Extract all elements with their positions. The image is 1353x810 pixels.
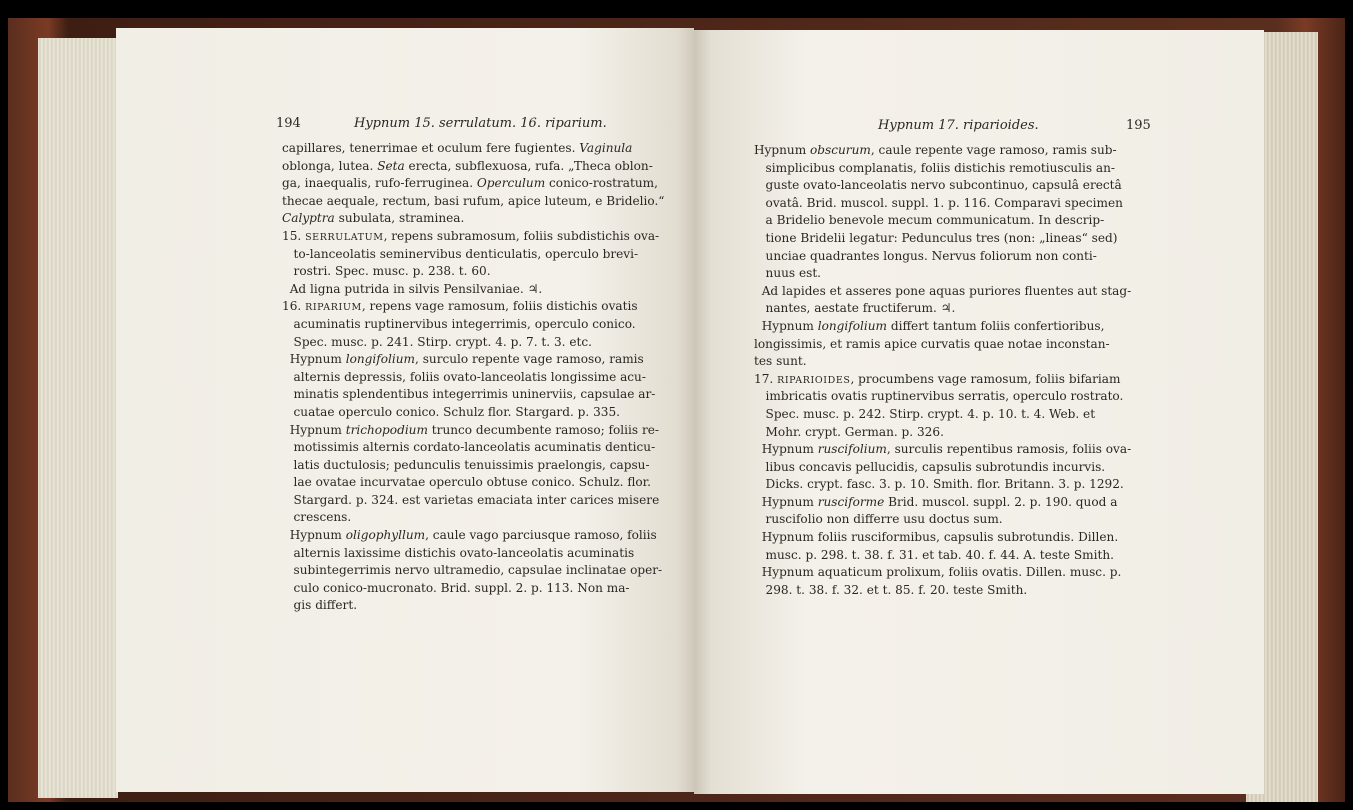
text-run: culo conico-mucronato. Brid. suppl. 2. p. 113. Non ma- <box>282 580 630 595</box>
italic-term: rusciforme <box>817 494 885 509</box>
text-run: tione Bridelii legatur: Pedunculus tres (non: „lineas“ sed) <box>754 230 1118 245</box>
italic-term: oligophyllum <box>345 528 426 543</box>
text-run: differt tantum foliis confertioribus, <box>887 318 1105 333</box>
text-line <box>754 564 1131 582</box>
text-run: 15. <box>282 228 306 243</box>
right-page <box>694 30 1264 794</box>
text-line <box>754 424 1131 442</box>
text-run: , caule vago parciusque ramoso, foliis <box>425 528 657 543</box>
text-run: simplicibus complanatis, foliis distichis remotiusculis an- <box>754 160 1116 175</box>
text-line <box>282 597 664 615</box>
species-name: RIPARIUM <box>305 302 362 314</box>
text-line <box>754 459 1131 477</box>
text-line <box>282 316 664 334</box>
italic-term: Calyptra <box>282 211 335 226</box>
text-run: musc. p. 298. t. 38. f. 31. et tab. 40. f. 44. A. teste Smith. <box>754 547 1114 562</box>
text-run: a Bridelio benevole mecum communicatum. In descrip- <box>754 213 1105 228</box>
text-line <box>754 476 1131 494</box>
text-line <box>282 281 664 299</box>
text-line <box>282 140 664 158</box>
text-run: motissimis alternis cordato-lanceolatis acuminatis denticu- <box>282 440 656 455</box>
left-page <box>116 28 694 792</box>
text-run: 16. <box>282 299 306 314</box>
text-run: Hypnum <box>754 143 811 157</box>
text-line <box>282 158 664 176</box>
text-run: alternis depressis, foliis ovato-lanceolatis longissime acu- <box>282 369 646 384</box>
text-line <box>282 439 664 457</box>
text-run: imbricatis ovatis ruptinervibus serratis, operculo rostrato. <box>754 389 1124 404</box>
text-run: , caule repente vage ramoso, ramis sub- <box>870 143 1117 157</box>
text-line <box>282 351 664 369</box>
text-line <box>754 283 1131 301</box>
text-line <box>754 582 1131 600</box>
text-line <box>282 457 664 475</box>
text-run: thecae aequale, rectum, basi rufum, apice luteum, e Bridelio.“ <box>282 193 665 208</box>
text-line <box>282 210 664 228</box>
text-run: Spec. musc. p. 241. Stirp. crypt. 4. p. 7. t. 3. etc. <box>282 334 592 349</box>
text-run: nuus est. <box>754 266 822 281</box>
text-line <box>754 511 1131 529</box>
text-run: lae ovatae incurvatae operculo obtuse conico. Schulz. flor. <box>282 475 651 490</box>
book-spread <box>8 18 1345 802</box>
text-line <box>282 193 664 211</box>
text-run: Hypnum <box>282 422 346 437</box>
text-line <box>754 441 1131 459</box>
italic-term: Seta <box>377 158 405 173</box>
text-run: Mohr. crypt. German. p. 326. <box>754 424 944 439</box>
text-run: rostri. Spec. musc. p. 238. t. 60. <box>282 264 491 279</box>
text-run: acuminatis ruptinervibus integerrimis, operculo conico. <box>282 316 636 331</box>
text-run: Hypnum <box>754 494 818 509</box>
text-line <box>754 388 1131 406</box>
text-run: ruscifolio non differre usu doctus sum. <box>754 512 1003 527</box>
text-run: , procumbens vage ramosum, foliis bifariam <box>850 371 1121 386</box>
text-line <box>754 177 1131 195</box>
text-run: nantes, aestate fructiferum. ♃. <box>754 301 956 316</box>
text-run: subintegerrimis nervo ultramedio, capsulae inclinatae oper- <box>282 563 663 578</box>
running-header: Hypnum 15. serrulatum. 16. riparium. <box>354 116 607 131</box>
text-run: trunco decumbente ramoso; foliis re- <box>427 422 659 437</box>
text-line <box>754 371 1131 389</box>
text-run: guste ovato-lanceolatis nervo subcontinuo, capsulâ erectâ <box>754 178 1122 193</box>
text-line <box>282 580 664 598</box>
text-run: subulata, straminea. <box>334 211 465 226</box>
text-line <box>754 265 1131 283</box>
text-line <box>282 422 664 440</box>
text-run: minatis splendentibus integerrimis uninerviis, capsulae ar- <box>282 387 656 402</box>
text-line <box>282 509 664 527</box>
text-run: Dicks. crypt. fasc. 3. p. 10. Smith. flor. Britann. 3. p. 1292. <box>754 477 1124 492</box>
italic-term: longifolium <box>345 352 416 367</box>
text-run: 298. t. 38. f. 32. et t. 85. f. 20. teste Smith. <box>754 582 1028 597</box>
text-run: ga, inaequalis, rufo-ferruginea. <box>282 176 477 191</box>
species-name: SERRULATUM <box>305 231 384 243</box>
text-run: Hypnum <box>282 528 346 543</box>
text-run: Hypnum <box>754 318 818 333</box>
text-run: , repens subramosum, foliis subdistichis ova- <box>383 228 660 243</box>
italic-term: obscurum <box>810 143 871 157</box>
text-run: alternis laxissime distichis ovato-lanceolatis acuminatis <box>282 545 635 560</box>
text-run: capillares, tenerrimae et oculum fere fugientes. <box>282 141 580 155</box>
text-line <box>282 228 664 246</box>
text-line <box>754 212 1131 230</box>
text-run: Stargard. p. 324. est varietas emaciata inter carices misere <box>282 492 660 507</box>
text-line <box>282 334 664 352</box>
text-run: latis ductulosis; pedunculis tenuissimis praelongis, capsu- <box>282 457 650 472</box>
text-run: , surculo repente vage ramoso, ramis <box>415 352 644 367</box>
text-run: Hypnum aquaticum prolixum, foliis ovatis. Dillen. musc. p. <box>754 565 1122 580</box>
text-line <box>282 298 664 316</box>
text-run: Brid. muscol. suppl. 2. p. 190. quod a <box>884 494 1118 509</box>
text-run: oblonga, lutea. <box>282 158 378 173</box>
text-line <box>282 386 664 404</box>
text-line <box>754 406 1131 424</box>
text-line <box>754 529 1131 547</box>
text-line <box>282 474 664 492</box>
text-line <box>754 195 1131 213</box>
text-run: Ad lapides et asseres pone aquas puriores fluentes aut stag- <box>754 283 1132 298</box>
text-line <box>754 353 1131 371</box>
text-run: libus concavis pellucidis, capsulis subrotundis incurvis. <box>754 459 1106 474</box>
text-run: conico-rostratum, <box>545 176 658 191</box>
text-line <box>282 175 664 193</box>
text-run: to-lanceolatis seminervibus denticulatis, operculo brevi- <box>282 246 639 261</box>
italic-term: Operculum <box>476 176 546 191</box>
text-line <box>754 142 1131 160</box>
text-line <box>754 547 1131 565</box>
text-run: Hypnum foliis rusciformibus, capsulis subrotundis. Dillen. <box>754 530 1119 545</box>
text-line <box>282 404 664 422</box>
body-text <box>754 142 1131 599</box>
text-line <box>282 492 664 510</box>
text-run: tes sunt. <box>754 354 807 369</box>
text-line <box>282 369 664 387</box>
text-line <box>754 248 1131 266</box>
italic-term: trichopodium <box>345 422 428 437</box>
text-line <box>282 545 664 563</box>
text-run: Spec. musc. p. 242. Stirp. crypt. 4. p. 10. t. 4. Web. et <box>754 406 1096 421</box>
text-run: ovatâ. Brid. muscol. suppl. 1. p. 116. Comparavi specimen <box>754 195 1123 210</box>
running-header: Hypnum 17. riparioides. <box>878 118 1039 133</box>
italic-term: longifolium <box>817 318 888 333</box>
text-run: Hypnum <box>282 352 346 367</box>
page-number: 195 <box>1126 118 1151 133</box>
text-run: crescens. <box>282 510 352 525</box>
text-run: Hypnum <box>754 442 818 457</box>
body-text <box>282 140 664 615</box>
text-run: , surculis repentibus ramosis, foliis ova- <box>886 442 1132 457</box>
text-run: unciae quadrantes longus. Nervus foliorum non conti- <box>754 248 1097 263</box>
text-run: gis differt. <box>282 598 358 613</box>
text-line <box>754 494 1131 512</box>
text-line <box>282 263 664 281</box>
text-line <box>754 160 1131 178</box>
text-run: Ad ligna putrida in silvis Pensilvaniae. ♃. <box>282 281 543 296</box>
page-edges-left <box>38 38 118 798</box>
text-line <box>754 230 1131 248</box>
text-run: 17. <box>754 371 778 386</box>
italic-term: Vaginula <box>579 141 633 155</box>
text-line <box>754 300 1131 318</box>
text-run: , repens vage ramosum, foliis distichis ovatis <box>361 299 638 314</box>
page-number: 194 <box>276 116 301 131</box>
text-line <box>282 527 664 545</box>
text-line <box>754 336 1131 354</box>
text-run: erecta, subflexuosa, rufa. „Theca oblon- <box>404 158 653 173</box>
text-run: cuatae operculo conico. Schulz flor. Stargard. p. 335. <box>282 404 620 419</box>
text-line <box>282 246 664 264</box>
text-line <box>282 562 664 580</box>
species-name: RIPARIOIDES <box>777 374 851 386</box>
text-line <box>754 318 1131 336</box>
italic-term: ruscifolium <box>817 442 887 457</box>
text-run: longissimis, et ramis apice curvatis quae notae inconstan- <box>754 336 1110 351</box>
